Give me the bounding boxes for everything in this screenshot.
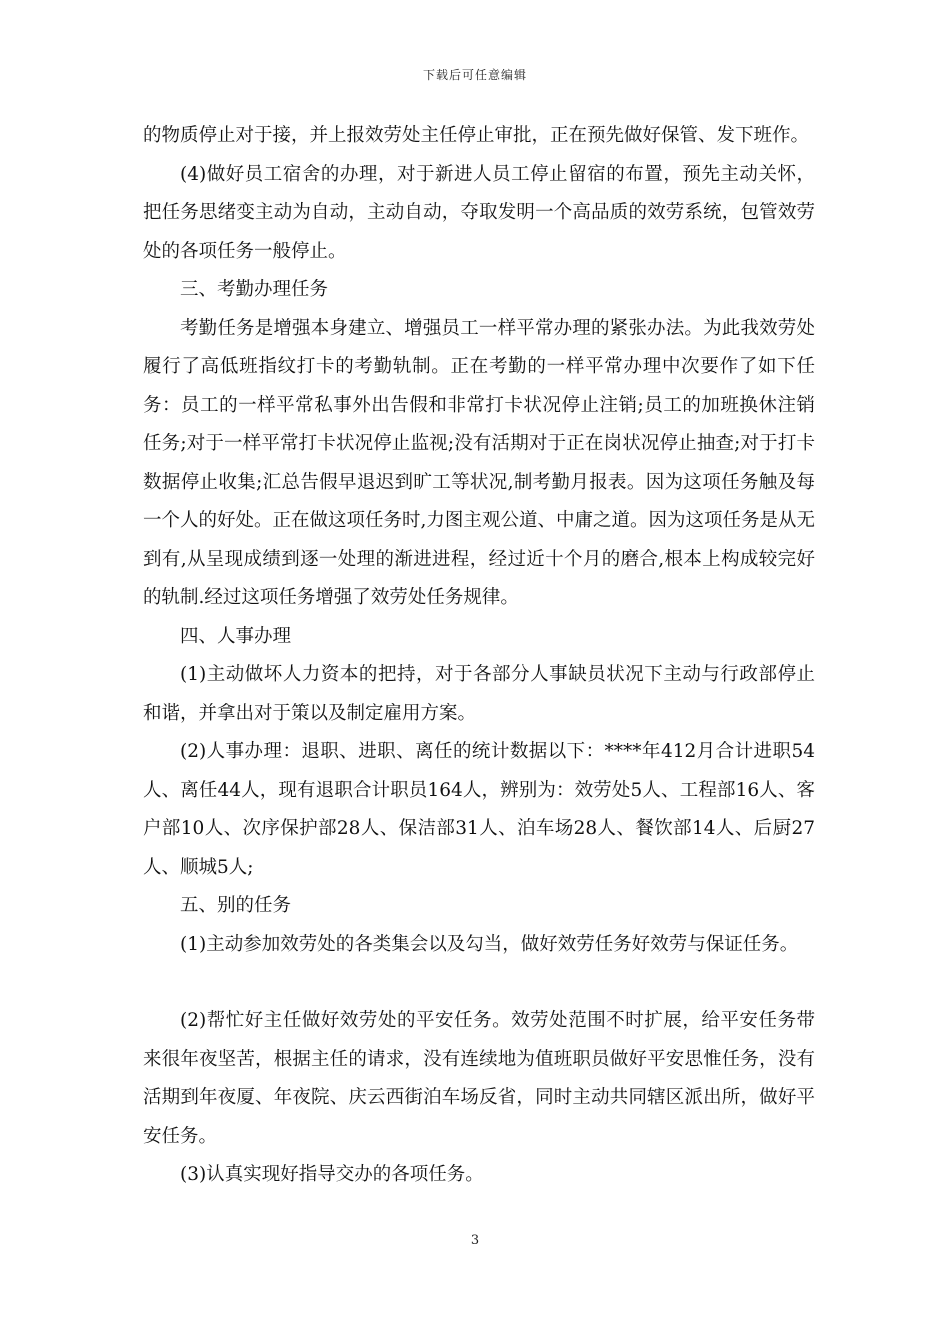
- paragraph-attendance: 考勤任务是增强本身建立、增强员工一样平常办理的紧张办法。为此我效劳处履行了高低班指纹打卡的考勤轨制。正在考勤的一样平常办理中次要作了如下任务：员工的一样平常私事外出告假和非常打卡状况停止注销;员工的加班换休注销任务;对于一样平常打卡状况停止监视;没有活期对于正在岗状况停止抽查;对于打卡数据停止收集;汇总告假早退迟到旷工等状况,制考勤月报表。因为这项任务触及每一个人的好处。正在做这项任务时,力图主观公道、中庸之道。因为这项任务是从无到有,从呈现成绩到逐一处理的渐进进程，经过近十个月的磨合,根本上构成较完好的轨制.经过这项任务增强了效劳处任务规律。: [143, 317, 815, 608]
- paragraph-hr-control: (1)主动做坏人力资本的把持，对于各部分人事缺员状况下主动与行政部停止和谐，并拿出对于策以及制定雇用方案。: [143, 664, 815, 724]
- paragraph-safety: (2)帮忙好主任做好效劳处的平安任务。效劳处范围不时扩展，给平安任务带来很年夜坚苦，根据主任的请求，没有连续地为值班职员做好平安思惟任务，没有活期到年夜厦、年夜院、庆云西街泊车场反省，同时主动共同辖区派出所，做好平安任务。: [143, 1010, 815, 1147]
- section-heading-personnel: 四、人事办理: [180, 625, 292, 647]
- section-heading-attendance: 三、考勤办理任务: [180, 279, 329, 300]
- paragraph-assigned-tasks: (3)认真实现好指导交办的各项任务。: [180, 1164, 484, 1185]
- page-header: 下载后可任意编辑: [422, 68, 527, 82]
- paragraph-dormitory: (4)做好员工宿舍的办理，对于新进人员工停止留宿的布置，预先主动关怀，把任务思绪变主动为自动，主动自动，夺取发明一个高品质的效劳系统，包管效劳处的各项任务一般停止。: [143, 163, 815, 262]
- document-body: [143, 117, 815, 1195]
- paragraph-continuation: 的物质停止对于接，并上报效劳处主任停止审批，正在预先做好保管、发下班作。: [143, 125, 810, 146]
- paragraph-hr-statistics: (2)人事办理：退职、进职、离任的统计数据以下：****年412月合计进职54人、离任44人，现有退职合计职员164人，辨别为：效劳处5人、工程部16人、客户部10人、次序保护部28人、保洁部31人、泊车场28人、餐饮部14人、后厨27人、顺城5人;: [143, 741, 815, 878]
- section-heading-other: 五、别的任务: [180, 895, 292, 916]
- page-number: 3: [470, 1233, 480, 1248]
- paragraph-spacer: [143, 964, 815, 1002]
- paragraph-meetings: (1)主动参加效劳处的各类集会以及勾当，做好效劳任务好效劳与保证任务。: [180, 933, 799, 955]
